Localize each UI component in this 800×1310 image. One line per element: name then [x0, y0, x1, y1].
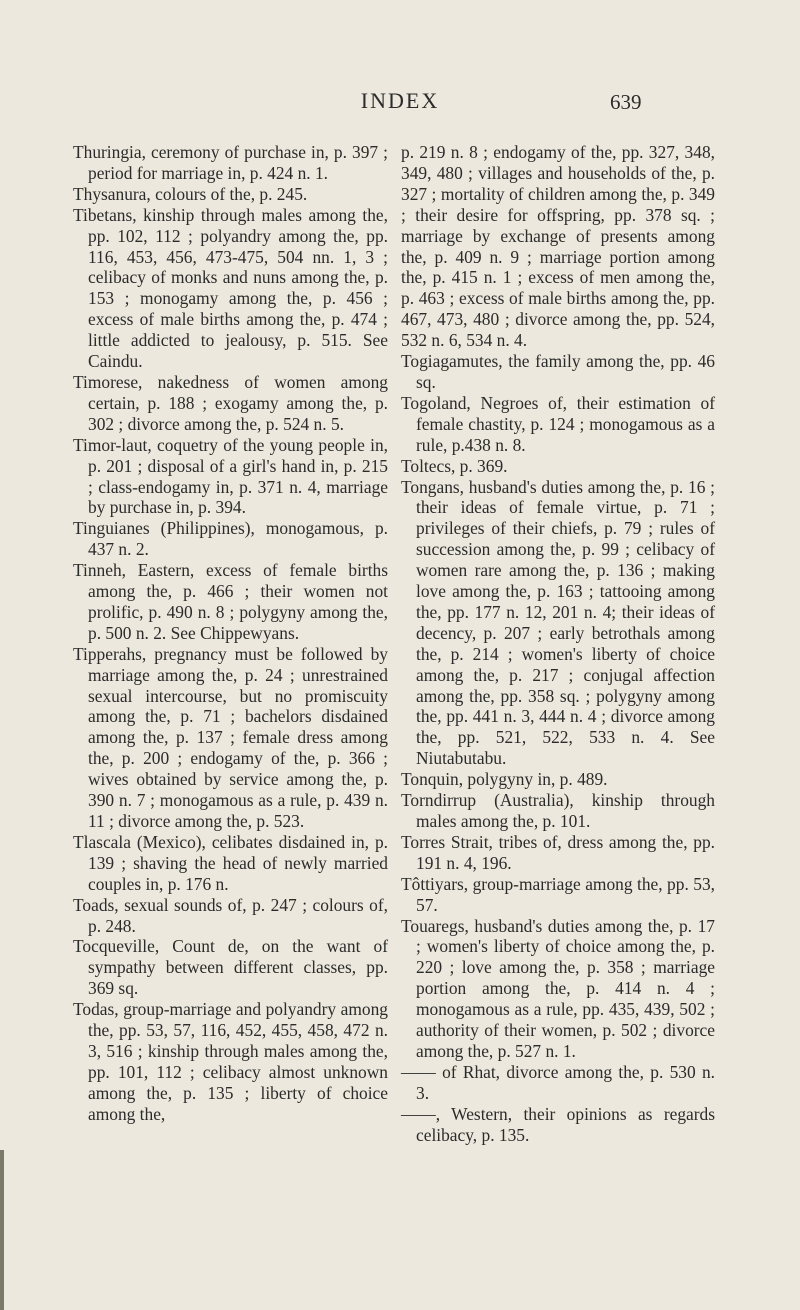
index-entry: Tôttiyars, group-marriage among the, pp. 53, 57.	[401, 873, 715, 915]
index-column-right	[401, 142, 715, 1146]
index-entry: Tlascala (Mexico), celibates disdained in, p. 139 ; shaving the head of newly married couples in, p. 176 n.	[73, 831, 388, 894]
page-number: 639	[610, 90, 642, 114]
index-entry: Todas, group-marriage and polyandry among the, pp. 53, 57, 116, 452, 455, 458, 472 n. 3, 516 ; kinship through males among the, pp. 101, 112 ; celibacy almost unknown among the, p. 135 ; liberty of choice among the,	[73, 999, 388, 1124]
running-title: INDEX	[360, 88, 440, 113]
index-entry: Torndirrup (Australia), kinship through males among the, p. 101.	[401, 790, 715, 831]
index-entry: Togoland, Negroes of, their estimation of female chastity, p. 124 ; monogamous as a rule, p.438 n. 8.	[401, 392, 715, 455]
index-subentry: —— of Rhat, divorce among the, p. 530 n. 3.	[401, 1061, 715, 1103]
index-entry: Tonquin, polygyny in, p. 489.	[401, 769, 608, 790]
index-entry: Toltecs, p. 369.	[401, 455, 508, 476]
index-entry: Tibetans, kinship through males among the, pp. 102, 112 ; polyandry among the, pp. 116, 453, 456, 473-475, 504 nn. 1, 3 ; celibacy of monks and nuns among the, p. 153 ; monogamy among the, p. 456 ; excess of male births among the, p. 474 ; little addicted to jealousy, p. 515. See Caindu.	[73, 204, 388, 372]
index-entry: Tinneh, Eastern, excess of female births among the, p. 466 ; their women not prolific, p. 490 n. 8 ; polygyny among the, p. 500 n. 2. See Chippewyans.	[73, 560, 388, 643]
index-entry: Togiagamutes, the family among the, pp. 46 sq.	[401, 351, 715, 392]
index-entry: Tipperahs, pregnancy must be followed by marriage among the, p. 24 ; unrestrained sexual intercourse, but no promiscuity among the, p. 71 ; bachelors disdained among the, p. 137 ; female dress among the, p. 200 ; endogamy of the, p. 366 ; wives obtained by service among the, p. 390 n. 7 ; monogamous as a rule, p. 439 n. 11 ; divorce among the, p. 523.	[73, 643, 388, 831]
index-entry: Timor-laut, coquetry of the young people in, p. 201 ; disposal of a girl's hand in, p. 215 ; class-endogamy in, p. 371 n. 4, marriage by purchase in, p. 394.	[73, 434, 388, 518]
index-entry: Torres Strait, tribes of, dress among the, pp. 191 n. 4, 196.	[401, 831, 715, 873]
index-entry: Thysanura, colours of the, p. 245.	[73, 183, 308, 204]
scan-page-edge	[0, 1150, 4, 1310]
page-header	[0, 88, 800, 128]
index-entry-continued: p. 219 n. 8 ; endogamy of the, pp. 327, 348, 349, 480 ; villages and households of the, p. 327 ; mortality of children among the, p. 349 ; their desire for offspring, pp. 378 sq. ; marriage by exchange of presents among the, p. 409 n. 9 ; marriage portion among the, p. 415 n. 1 ; excess of men among the, p. 463 ; excess of male births among the, pp. 467, 473, 480 ; divorce among the, pp. 524, 532 n. 6, 534 n. 4.	[401, 142, 715, 351]
index-entry: Touaregs, husband's duties among the, p. 17 ; women's liberty of choice among the, p. 220 ; love among the, p. 358 ; marriage portion among the, p. 414 n. 4 ; monogamous as a rule, pp. 435, 439, 502 ; authority of their women, p. 502 ; divorce among the, p. 527 n. 1.	[401, 915, 715, 1061]
index-entry: Tinguianes (Philippines), monogamous, p. 437 n. 2.	[73, 518, 388, 560]
index-entry: Thuringia, ceremony of purchase in, p. 397 ; period for marriage in, p. 424 n. 1.	[73, 142, 388, 183]
index-entry: Tocqueville, Count de, on the want of sympathy between different classes, pp. 369 sq.	[73, 936, 388, 999]
index-column-left	[73, 142, 388, 1125]
index-entry: Toads, sexual sounds of, p. 247 ; colours of, p. 248.	[73, 894, 388, 936]
index-entry: Timorese, nakedness of women among certain, p. 188 ; exogamy among the, p. 302 ; divorce among the, p. 524 n. 5.	[73, 371, 388, 434]
index-entry: Tongans, husband's duties among the, p. 16 ; their ideas of female virtue, p. 71 ; privileges of their chiefs, p. 79 ; rules of succession among the, p. 99 ; celibacy of women rare among the, p. 136 ; making love among the, p. 163 ; tattooing among the, pp. 177 n. 12, 201 n. 4; their ideas of decency, p. 207 ; early betrothals among the, p. 214 ; women's liberty of choice among the, p. 217 ; conjugal affection among the, pp. 358 sq. ; polygyny among the, pp. 441 n. 3, 444 n. 4 ; divorce among the, pp. 521, 522, 533 n. 4. See Niutabutabu.	[401, 476, 715, 769]
index-subentry: ——, Western, their opinions as regards celibacy, p. 135.	[401, 1103, 715, 1145]
